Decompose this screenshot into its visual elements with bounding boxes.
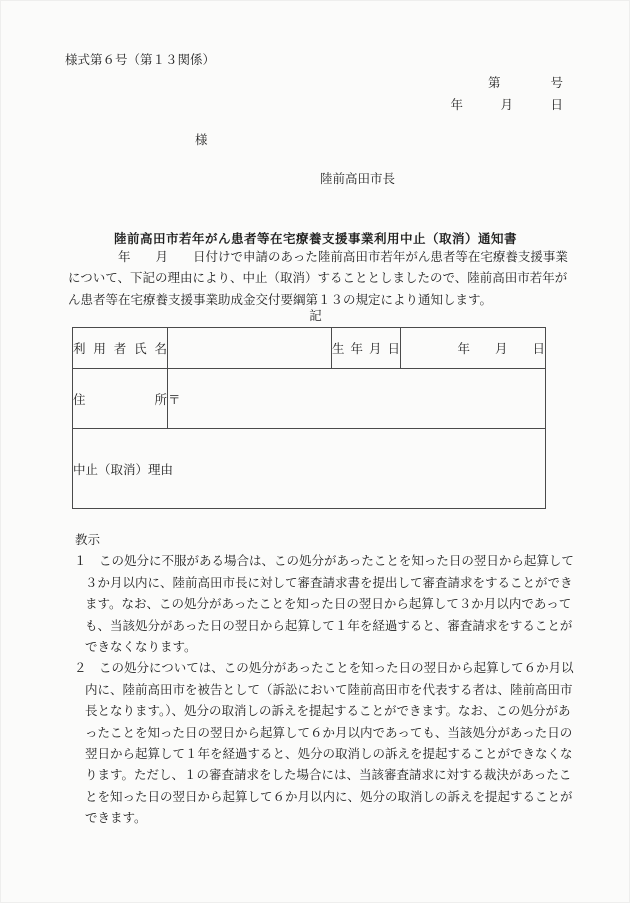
table-row-reason xyxy=(73,429,546,509)
record-separator: 記 xyxy=(309,309,322,323)
user-name-label-cell: 利用者氏名 xyxy=(73,328,168,369)
appeal-item-1-line: も、当該処分があった日の翌日から起算して１年を経過すると、審査請求をすることが xyxy=(85,618,573,633)
form-number: 様式第６号（第１３関係） xyxy=(65,53,216,67)
addressee-honorific: 様 xyxy=(195,133,208,147)
appeal-item-1-line: １ この処分に不服がある場合は、この処分があったことを知った日の翌日から起算して xyxy=(74,554,574,569)
document-date-line: 年 月 日 xyxy=(450,98,563,112)
cancellation-reason-cell: 中止（取消）理由 xyxy=(73,429,546,509)
appeal-item-2-line: ったことを知った日の翌日から起算して６か月以内であっても、当該処分があった日の xyxy=(85,725,573,740)
document-number-line: 第 号 xyxy=(487,76,563,90)
appeal-item-2-line: 長となります。）、処分の取消しの訴えを提起することができます。なお、この処分があ xyxy=(85,704,571,719)
body-line: 年 月 日付けで申請のあった陸前高田市若年がん患者等在宅療養支援事業 xyxy=(68,250,568,264)
address-label-cell: 住所 xyxy=(73,369,168,429)
postal-mark: 〒 xyxy=(168,392,181,407)
appeal-item-2-line: ります。ただし、１の審査請求をした場合には、当該審査請求に対する裁決があったこ xyxy=(85,768,572,783)
body-line: について、下記の理由により、中止（取消）することとしましたので、陸前高田市若年が xyxy=(68,271,568,286)
sender-mayor-name: 陸前高田市長 xyxy=(320,172,396,186)
table-row-address xyxy=(73,369,546,429)
body-paragraph xyxy=(68,247,568,311)
notice-details-table xyxy=(72,327,546,509)
appeal-instructions-heading: 教示 xyxy=(75,533,101,547)
birth-date-value-cell: 年 月 日 xyxy=(401,328,546,369)
appeal-item-2-line: ２ この処分については、この処分があったことを知った日の翌日から起算して６か月以 xyxy=(74,661,574,676)
appeal-instructions-section xyxy=(72,530,574,830)
appeal-item-2-line: とを知った日の翌日から起算して６か月以内に、処分の取消しの訴えを提起することが xyxy=(85,789,573,804)
appeal-item-1-line: できなくなります。 xyxy=(85,640,197,655)
appeal-item-1-line: ます。なお、この処分があったことを知った日の翌日から起算して３か月以内であって xyxy=(85,597,572,612)
table-row-user-name xyxy=(73,328,546,369)
user-name-value-cell xyxy=(168,328,332,369)
birth-date-label-cell: 生年月日 xyxy=(332,328,401,369)
appeal-item-1-line: ３か月以内に、陸前高田市長に対して審査請求書を提出して審査請求をすることができ xyxy=(85,575,573,590)
address-value-cell xyxy=(168,369,546,429)
document-title: 陸前高田市若年がん患者等在宅療養支援事業利用中止（取消）通知書 xyxy=(113,232,517,246)
appeal-item-2-line: 内に、陸前高田市を被告として（訴訟において陸前高田市を代表する者は、陸前高田市 xyxy=(85,682,573,697)
body-line: ん患者等在宅療養支援事業助成金交付要綱第１３の規定により通知します。 xyxy=(68,292,493,307)
appeal-item-2-line: できます。 xyxy=(85,811,147,826)
appeal-item-2-line: 翌日から起算して１年を経過すると、処分の取消しの訴えを提起することができなくな xyxy=(85,747,573,762)
